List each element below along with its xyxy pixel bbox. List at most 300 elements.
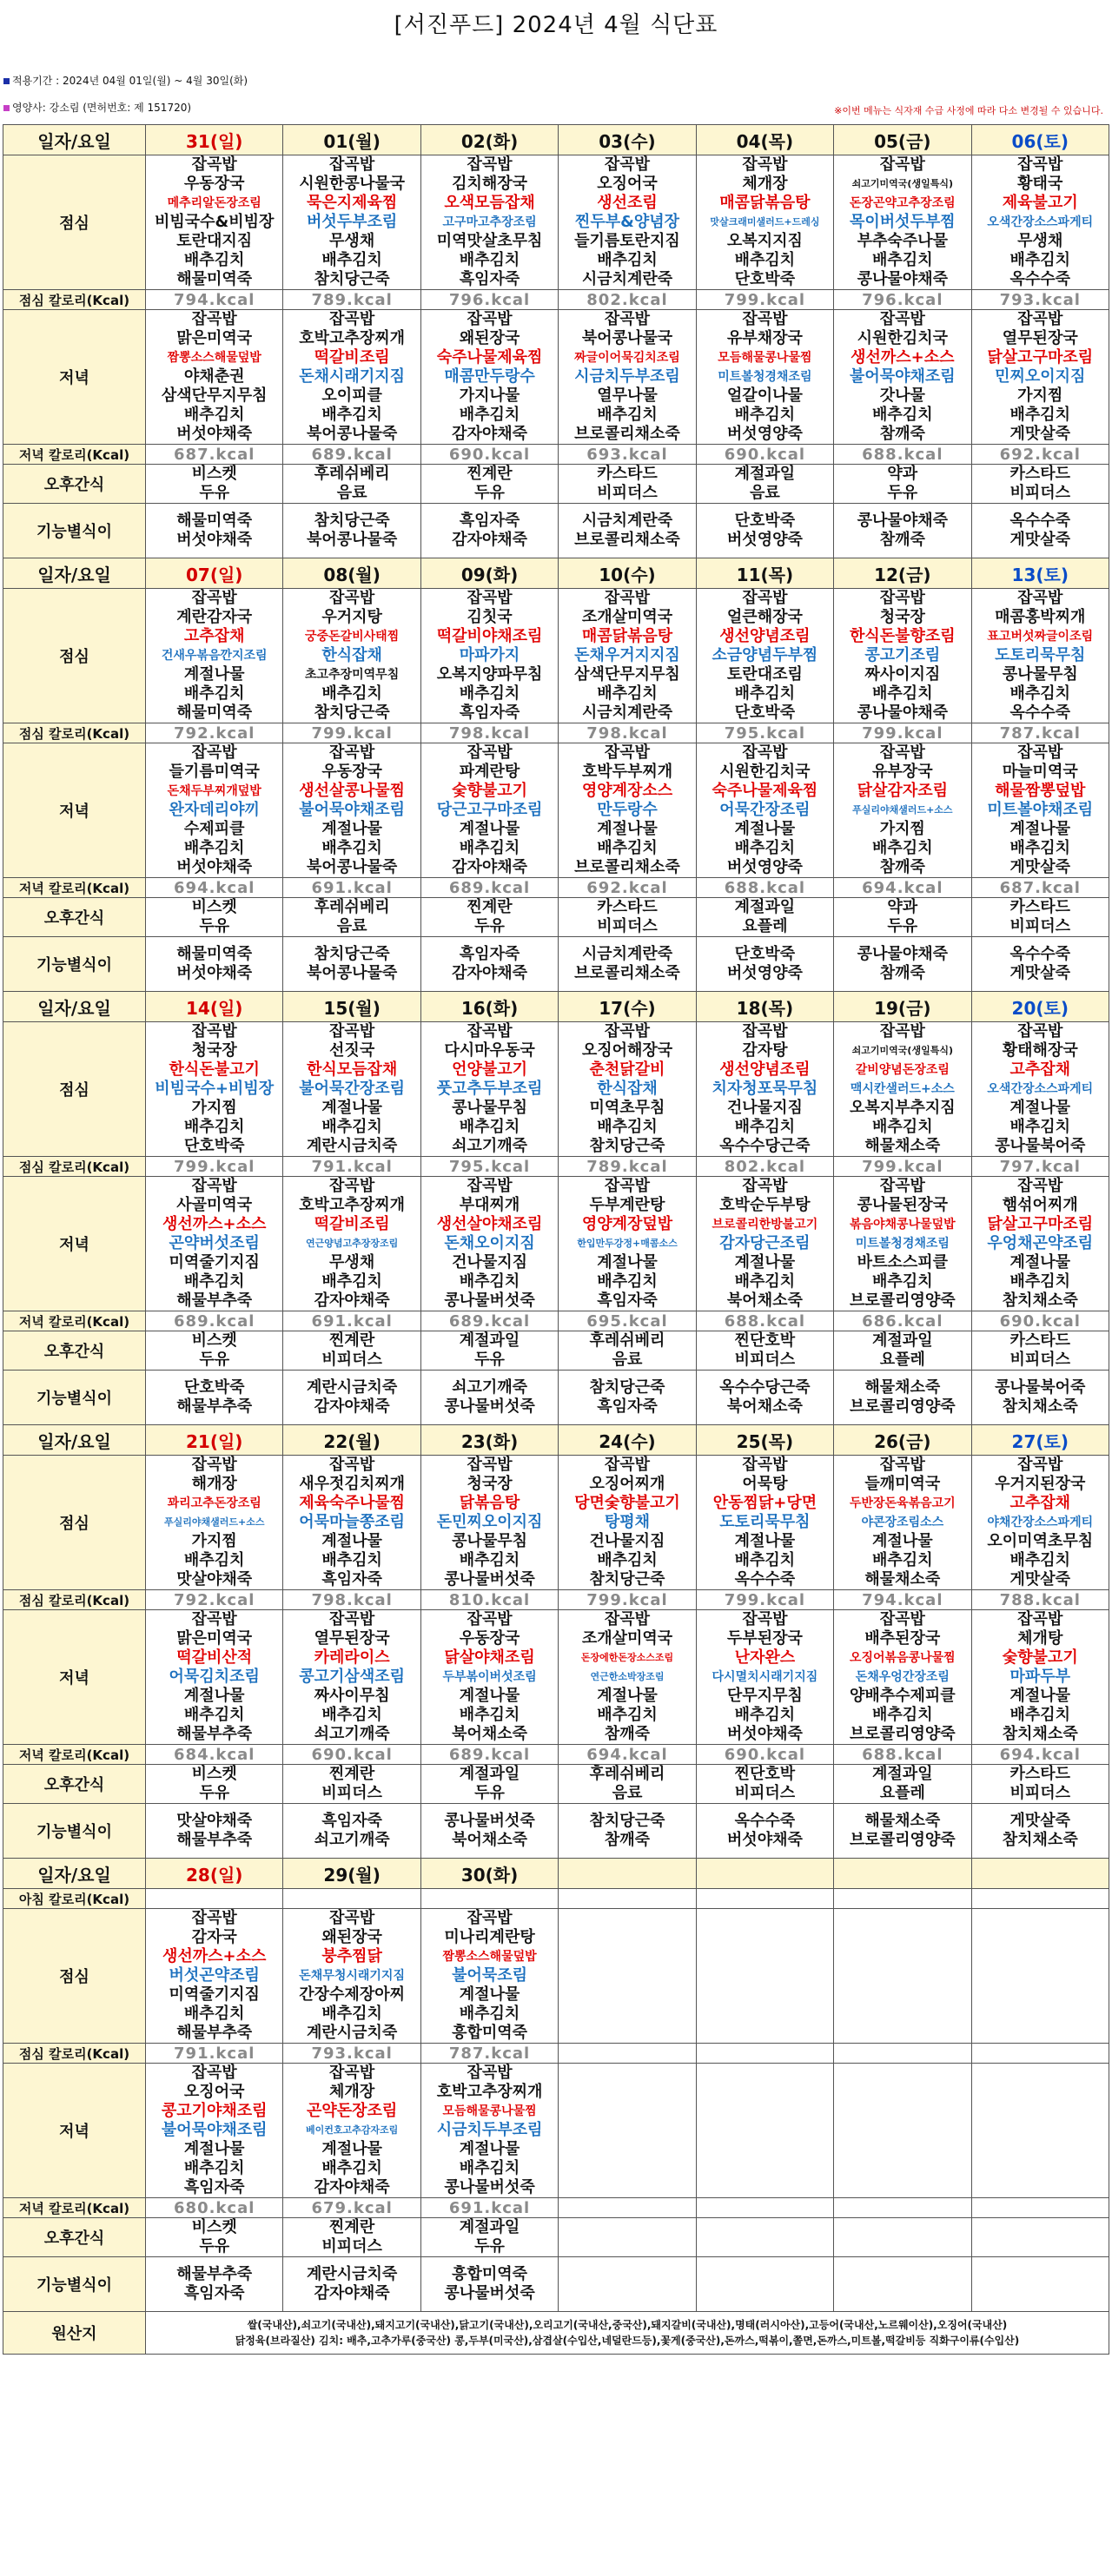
menu-item: 잡곡밥	[329, 1909, 375, 1927]
menu-list	[421, 1610, 558, 1744]
menu-item: 짬뽕소스해물덮밥	[167, 351, 261, 365]
dinner-cell	[834, 2064, 971, 2198]
menu-item: 마파가지	[459, 646, 520, 664]
dinner-label: 저녁	[3, 1610, 146, 1745]
menu-list	[283, 1022, 420, 1156]
menu-item: 잡곡밥	[329, 1456, 375, 1474]
snack-cell	[283, 898, 420, 937]
menu-item: 잡곡밥	[467, 1610, 513, 1628]
menu-item: 간장수제장아찌	[299, 1985, 405, 2004]
menu-item: 가지찜	[191, 1532, 237, 1550]
dinner-cell	[146, 1177, 283, 1311]
snack-list	[559, 898, 695, 936]
menu-item: 푸실리야채샐러드+소스	[852, 804, 953, 816]
menu-item: 잡곡밥	[191, 1610, 237, 1628]
menu-item: 사골미역국	[176, 1196, 253, 1214]
snack-item: 음료	[336, 484, 367, 502]
menu-list	[421, 743, 558, 877]
lunch-cell	[559, 1909, 696, 2044]
dinner-kcal-row	[3, 2198, 1109, 2218]
dinner-kcal-label: 저녁 칼로리(Kcal)	[3, 1745, 146, 1765]
dinner-cell	[971, 743, 1109, 878]
snack-cell	[971, 1331, 1109, 1371]
functional-diet-item: 버섯야채죽	[176, 964, 253, 982]
functional-diet-cell	[283, 504, 420, 558]
functional-diet-list	[972, 937, 1109, 991]
menu-item: 배추김치	[183, 251, 245, 269]
functional-diet-cell	[971, 937, 1109, 992]
menu-item: 닭살야채조림	[444, 1648, 535, 1667]
snack-item: 계절과일	[734, 465, 796, 483]
menu-item: 배추김치	[597, 839, 658, 857]
functional-diet-cell	[696, 1371, 833, 1425]
snack-cell	[971, 465, 1109, 504]
menu-item: 배추김치	[459, 406, 520, 424]
menu-item: 두부된장국	[726, 1629, 803, 1648]
snack-cell	[696, 1331, 833, 1371]
lunch-kcal-value: 791.kcal	[146, 2044, 283, 2064]
functional-diet-item: 흑임자죽	[459, 945, 520, 963]
menu-item: 어묵마늘쫑조림	[299, 1513, 405, 1531]
dinner-kcal-value: 692.kcal	[559, 878, 696, 898]
snack-cell	[283, 465, 420, 504]
dinner-cell	[559, 1177, 696, 1311]
lunch-label: 점심	[3, 1022, 146, 1157]
dinner-cell	[283, 310, 420, 445]
menu-item: 오징어볶음콩나물찜	[849, 1651, 956, 1665]
functional-diet-item: 해물미역죽	[176, 945, 253, 963]
menu-item: 잡곡밥	[1017, 1610, 1063, 1628]
menu-list	[559, 1177, 695, 1311]
lunch-kcal-value: 810.kcal	[420, 1590, 558, 1610]
menu-item: 열무나물	[597, 386, 658, 405]
menu-list	[421, 589, 558, 723]
menu-item: 잡곡밥	[191, 2064, 237, 2082]
snack-cell	[420, 1331, 558, 1371]
menu-item: 배추김치	[459, 2005, 520, 2023]
menu-item: 곤약돈장조림	[306, 2102, 398, 2120]
menu-item: 해물부추죽	[176, 1291, 253, 1310]
menu-item: 왜된장국	[459, 329, 520, 347]
menu-item: 돈채시래기지짐	[299, 367, 405, 386]
menu-item: 배추김치	[734, 406, 796, 424]
menu-item: 잡곡밥	[329, 155, 375, 174]
menu-list	[972, 1610, 1109, 1744]
date-header-cell: 24(수)	[559, 1425, 696, 1456]
menu-item: 들깨미역국	[864, 1475, 941, 1493]
dinner-kcal-value: 679.kcal	[283, 2198, 420, 2218]
menu-list	[559, 1909, 695, 2043]
snack-item: 카스타드	[1009, 1765, 1071, 1783]
menu-item: 부대찌개	[459, 1196, 520, 1214]
lunch-cell	[834, 1022, 971, 1157]
snack-list	[697, 2218, 833, 2256]
dinner-kcal-label: 저녁 칼로리(Kcal)	[3, 878, 146, 898]
menu-item: 김칫국	[467, 608, 513, 626]
lunch-cell	[283, 1909, 420, 2044]
menu-item: 잡곡밥	[329, 310, 375, 328]
functional-diet-item: 버섯야채죽	[176, 531, 253, 549]
dinner-cell	[696, 1610, 833, 1745]
lunch-kcal-value: 798.kcal	[283, 1590, 420, 1610]
menu-item: 건새우볶음깐지조림	[161, 649, 268, 663]
date-header-label: 일자/요일	[3, 1859, 146, 1889]
lunch-cell	[420, 1456, 558, 1590]
snack-item: 음료	[612, 1351, 643, 1369]
functional-diet-label: 기능별식이	[3, 504, 146, 558]
dinner-cell	[146, 310, 283, 445]
functional-diet-item: 계란시금치죽	[306, 2265, 398, 2283]
menu-item: 버섯영양죽	[726, 858, 803, 876]
menu-item: 콩고기조림	[864, 646, 941, 664]
lunch-label: 점심	[3, 155, 146, 290]
menu-item: 배추김치	[872, 839, 933, 857]
snack-label: 오후간식	[3, 1331, 146, 1371]
snack-item: 계절과일	[459, 1765, 520, 1783]
menu-list	[559, 1456, 695, 1589]
functional-diet-list	[834, 1371, 970, 1424]
menu-item: 들기름미역국	[169, 763, 260, 781]
snack-item: 비피더스	[597, 484, 658, 502]
functional-diet-item: 감자야채죽	[314, 2284, 390, 2302]
menu-item: 다시멸치시래기지짐	[712, 1670, 818, 1684]
functional-diet-cell	[971, 504, 1109, 558]
snack-list	[146, 2218, 282, 2256]
menu-list	[972, 589, 1109, 723]
lunch-cell	[146, 589, 283, 723]
date-header-cell: 29(월)	[283, 1859, 420, 1889]
menu-item: 잡곡밥	[191, 310, 237, 328]
menu-item: 고추잡채	[1009, 1494, 1071, 1512]
menu-item: 체개장	[742, 175, 788, 193]
menu-item: 맛살크래미샐러드+드레싱	[710, 216, 820, 228]
dinner-cell	[971, 310, 1109, 445]
lunch-row	[3, 155, 1109, 290]
dinner-row	[3, 743, 1109, 878]
menu-item: 배추김치	[597, 1272, 658, 1291]
lunch-cell	[283, 155, 420, 290]
menu-item: 수제피클	[183, 820, 245, 838]
lunch-kcal-value: 795.kcal	[420, 1157, 558, 1177]
snack-list	[697, 1331, 833, 1370]
functional-diet-cell	[420, 937, 558, 992]
lunch-kcal-value: 789.kcal	[559, 1157, 696, 1177]
date-header-cell	[559, 1859, 696, 1889]
menu-item: 두부볶이버섯조림	[442, 1670, 537, 1684]
date-header-cell: 22(월)	[283, 1425, 420, 1456]
empty-cell	[559, 1889, 696, 1909]
dinner-cell	[420, 1177, 558, 1311]
dinner-cell	[146, 1610, 283, 1745]
functional-diet-list	[146, 1804, 282, 1858]
date-header-cell: 13(토)	[971, 558, 1109, 589]
menu-item: 잡곡밥	[467, 1022, 513, 1040]
date-header-cell: 28(일)	[146, 1859, 283, 1889]
bullet-icon	[3, 78, 10, 84]
period-info	[3, 73, 248, 88]
functional-diet-cell	[146, 1804, 283, 1859]
menu-item: 곤약버섯조림	[169, 1234, 260, 1252]
menu-item: 불어묵야채조림	[161, 2121, 268, 2139]
lunch-cell	[559, 589, 696, 723]
menu-item: 호박고추장찌개	[299, 329, 405, 347]
menu-list	[283, 1909, 420, 2043]
menu-list	[283, 2064, 420, 2197]
menu-item: 게맛살죽	[1009, 1570, 1071, 1589]
lunch-cell	[696, 1909, 833, 2044]
breakfast-kcal-label: 아침 칼로리(Kcal)	[3, 1889, 146, 1909]
menu-list	[697, 1909, 833, 2043]
dinner-kcal-value: 689.kcal	[420, 878, 558, 898]
menu-item: 고추잡채	[183, 627, 245, 645]
menu-item: 야채간장소스파게티	[987, 1516, 1094, 1529]
date-header-cell: 10(수)	[559, 558, 696, 589]
functional-diet-cell	[283, 1371, 420, 1425]
snack-cell	[420, 2218, 558, 2257]
menu-item: 오이미역초무침	[987, 1532, 1094, 1550]
origin-cell	[146, 2312, 1109, 2355]
date-header-cell: 26(금)	[834, 1425, 971, 1456]
menu-item: 모듬해물콩나물찜	[718, 351, 812, 365]
menu-item: 감자야채죽	[314, 1291, 390, 1310]
week-header-row	[3, 558, 1109, 589]
menu-item: 체개탕	[1017, 1629, 1063, 1648]
functional-diet-item: 참치당근죽	[589, 1378, 665, 1397]
lunch-cell	[834, 155, 971, 290]
menu-item: 배추김치	[183, 2005, 245, 2023]
functional-diet-item: 북어채소죽	[726, 1397, 803, 1416]
functional-diet-list	[697, 1804, 833, 1858]
menu-item: 계절나물	[1009, 1253, 1071, 1271]
menu-item: 생선살콩나물찜	[299, 782, 405, 800]
menu-item: 잡곡밥	[604, 589, 651, 607]
snack-cell	[559, 1765, 696, 1804]
functional-diet-item: 참치당근죽	[589, 1812, 665, 1830]
dinner-cell	[420, 2064, 558, 2198]
menu-item: 브로콜리채소죽	[574, 858, 680, 876]
functional-diet-list	[972, 1804, 1109, 1858]
lunch-kcal-value: 799.kcal	[559, 1590, 696, 1610]
menu-item: 배추김치	[183, 1551, 245, 1569]
dinner-kcal-value: 691.kcal	[283, 1311, 420, 1331]
menu-item: 오징어국	[183, 2083, 245, 2101]
functional-diet-label: 기능별식이	[3, 2257, 146, 2312]
menu-item: 닭살고구마조림	[987, 348, 1094, 367]
menu-item: 닭살고구마조림	[987, 1215, 1094, 1233]
lunch-cell	[420, 1022, 558, 1157]
snack-list	[972, 1765, 1109, 1803]
menu-item: 계절나물	[183, 2140, 245, 2158]
menu-item: 배추김치	[872, 1272, 933, 1291]
menu-item: 계절나물	[1009, 1687, 1071, 1705]
menu-item: 떡갈비야채조림	[436, 627, 543, 645]
menu-item: 떡갈비산적	[176, 1648, 253, 1667]
snack-list	[834, 2218, 970, 2256]
menu-item: 북어채소죽	[452, 1725, 528, 1743]
menu-item: 생선까스+소스	[162, 1947, 267, 1965]
snack-item: 요플레	[742, 917, 788, 935]
menu-list	[972, 155, 1109, 289]
lunch-kcal-value: 802.kcal	[559, 290, 696, 310]
menu-item: 계절나물	[321, 1099, 382, 1117]
functional-diet-item: 게맛살죽	[1009, 531, 1071, 549]
date-header-cell: 07(일)	[146, 558, 283, 589]
snack-item: 찐계란	[329, 1331, 375, 1350]
menu-item: 목이버섯두부찜	[849, 213, 956, 231]
menu-list	[421, 310, 558, 444]
date-header-cell: 17(수)	[559, 992, 696, 1022]
functional-diet-item: 콩나물야채죽	[857, 945, 948, 963]
lunch-cell	[146, 1909, 283, 2044]
functional-diet-list	[834, 937, 970, 991]
functional-diet-item: 브로콜리채소죽	[574, 531, 680, 549]
snack-item: 음료	[750, 484, 780, 502]
lunch-kcal-value	[834, 2044, 971, 2064]
lunch-kcal-value: 799.kcal	[696, 1590, 833, 1610]
menu-item: 시금치두부조림	[436, 2121, 543, 2139]
lunch-cell	[834, 1456, 971, 1590]
dinner-kcal-value: 689.kcal	[283, 445, 420, 465]
menu-item: 카레라이스	[314, 1648, 390, 1667]
menu-table	[3, 124, 1109, 2355]
snack-item: 후레쉬베리	[314, 465, 390, 483]
empty-cell	[420, 1889, 558, 1909]
functional-diet-item: 단호박죽	[734, 945, 796, 963]
menu-item: 볶음야채콩나물덮밥	[849, 1218, 956, 1232]
functional-diet-cell	[559, 2257, 696, 2312]
date-header-cell	[834, 1859, 971, 1889]
menu-item: 비빔국수+비빔장	[155, 1080, 275, 1098]
menu-item: 배추김치	[183, 839, 245, 857]
dinner-kcal-value	[696, 2198, 833, 2218]
menu-item: 오색모듬잡채	[444, 194, 535, 212]
menu-item: 계절나물	[734, 1532, 796, 1550]
menu-item: 잡곡밥	[1017, 155, 1063, 174]
bullet-icon	[3, 105, 10, 111]
menu-item: 배추김치	[321, 1706, 382, 1724]
snack-list	[146, 898, 282, 936]
menu-list	[559, 1022, 695, 1156]
menu-item: 맛살야채죽	[176, 1570, 253, 1589]
functional-diet-cell	[971, 1371, 1109, 1425]
menu-item: 잡곡밥	[329, 743, 375, 762]
menu-item: 콩나물버섯죽	[444, 1291, 535, 1310]
menu-item: 참치당근죽	[314, 270, 390, 288]
functional-diet-item: 쇠고기깨죽	[452, 1378, 528, 1397]
lunch-kcal-label: 점심 칼로리(Kcal)	[3, 290, 146, 310]
functional-diet-label: 기능별식이	[3, 1371, 146, 1425]
menu-item: 짜사이무침	[314, 1687, 390, 1705]
menu-item: 미트볼야채조림	[987, 801, 1094, 819]
snack-item: 찐계란	[467, 898, 513, 916]
functional-diet-list	[283, 504, 420, 558]
menu-item: 배추김치	[872, 684, 933, 703]
menu-item: 매콤만두랑수	[444, 367, 535, 386]
menu-item: 햄섞어찌개	[1002, 1196, 1078, 1214]
functional-diet-cell	[420, 2257, 558, 2312]
menu-item: 돈민찌오이지짐	[436, 1513, 543, 1531]
menu-item: 잡곡밥	[191, 589, 237, 607]
menu-item: 잡곡밥	[604, 1177, 651, 1195]
menu-item: 배추김치	[1009, 406, 1071, 424]
menu-item: 치자청포묵무침	[712, 1080, 818, 1098]
menu-item: 어묵탕	[742, 1475, 788, 1493]
functional-diet-item: 참깨죽	[879, 531, 925, 549]
functional-diet-item: 참치당근죽	[314, 945, 390, 963]
menu-item: 해물미역죽	[176, 270, 253, 288]
snack-item: 요플레	[879, 1784, 925, 1802]
menu-item: 한식모듬잡채	[306, 1060, 398, 1079]
functional-diet-list	[283, 1804, 420, 1858]
menu-item: 잡곡밥	[1017, 1022, 1063, 1040]
menu-item: 해물미역죽	[176, 703, 253, 722]
dinner-kcal-value: 693.kcal	[559, 445, 696, 465]
menu-item: 짜글이어묵김치조림	[574, 351, 680, 365]
menu-item: 감자당근조림	[719, 1234, 811, 1252]
lunch-kcal-label: 점심 칼로리(Kcal)	[3, 1157, 146, 1177]
menu-item: 배추김치	[321, 684, 382, 703]
date-header-cell: 27(토)	[971, 1425, 1109, 1456]
functional-diet-item: 북어채소죽	[452, 1831, 528, 1849]
menu-item: 어묵김치조림	[169, 1668, 260, 1686]
menu-item: 제육숙주나물찜	[299, 1494, 405, 1512]
functional-diet-cell	[834, 937, 971, 992]
snack-cell	[834, 2218, 971, 2257]
snack-list	[421, 2218, 558, 2256]
functional-diet-cell	[146, 2257, 283, 2312]
functional-diet-list	[421, 1371, 558, 1424]
snack-cell	[834, 1765, 971, 1804]
menu-item: 미트볼청경채조림	[855, 1237, 950, 1251]
functional-diet-item: 북어콩나물죽	[306, 531, 398, 549]
menu-item: 해물부추죽	[176, 2024, 253, 2042]
menu-item: 버섯야채죽	[726, 1725, 803, 1743]
snack-item: 음료	[612, 1784, 643, 1802]
menu-item: 쇠고기미역국(생일특식)	[851, 178, 953, 189]
menu-item: 계절나물	[597, 1253, 658, 1271]
menu-item: 북어채소죽	[726, 1291, 803, 1310]
date-header-cell	[971, 1859, 1109, 1889]
snack-item: 비피더스	[1009, 917, 1071, 935]
menu-item: 오복지양파무침	[436, 665, 543, 684]
functional-diet-item: 참치당근죽	[314, 512, 390, 530]
menu-item: 계절나물	[1009, 1099, 1071, 1117]
lunch-kcal-value: 799.kcal	[696, 290, 833, 310]
menu-item: 잡곡밥	[879, 1177, 925, 1195]
menu-item: 옥수수죽	[1009, 703, 1071, 722]
menu-item: 참깨죽	[604, 1725, 651, 1743]
dinner-kcal-value: 687.kcal	[146, 445, 283, 465]
menu-item: 잡곡밥	[1017, 310, 1063, 328]
functional-diet-cell	[420, 1804, 558, 1859]
menu-item: 잡곡밥	[467, 310, 513, 328]
breakfast-kcal-row	[3, 1889, 1109, 1909]
menu-item: 계절나물	[872, 1532, 933, 1550]
menu-list	[834, 1610, 970, 1744]
snack-item: 두유	[199, 484, 230, 502]
lunch-row	[3, 1022, 1109, 1157]
lunch-kcal-value: 794.kcal	[146, 290, 283, 310]
dinner-cell	[283, 743, 420, 878]
snack-list	[421, 1331, 558, 1370]
menu-item: 삼색단무지무침	[574, 665, 680, 684]
functional-diet-cell	[146, 504, 283, 558]
dinner-kcal-value: 692.kcal	[971, 445, 1109, 465]
week-header-row	[3, 992, 1109, 1022]
menu-item: 계절나물	[459, 1687, 520, 1705]
menu-item: 김치해장국	[452, 175, 528, 193]
functional-diet-item: 해물채소죽	[864, 1812, 941, 1830]
